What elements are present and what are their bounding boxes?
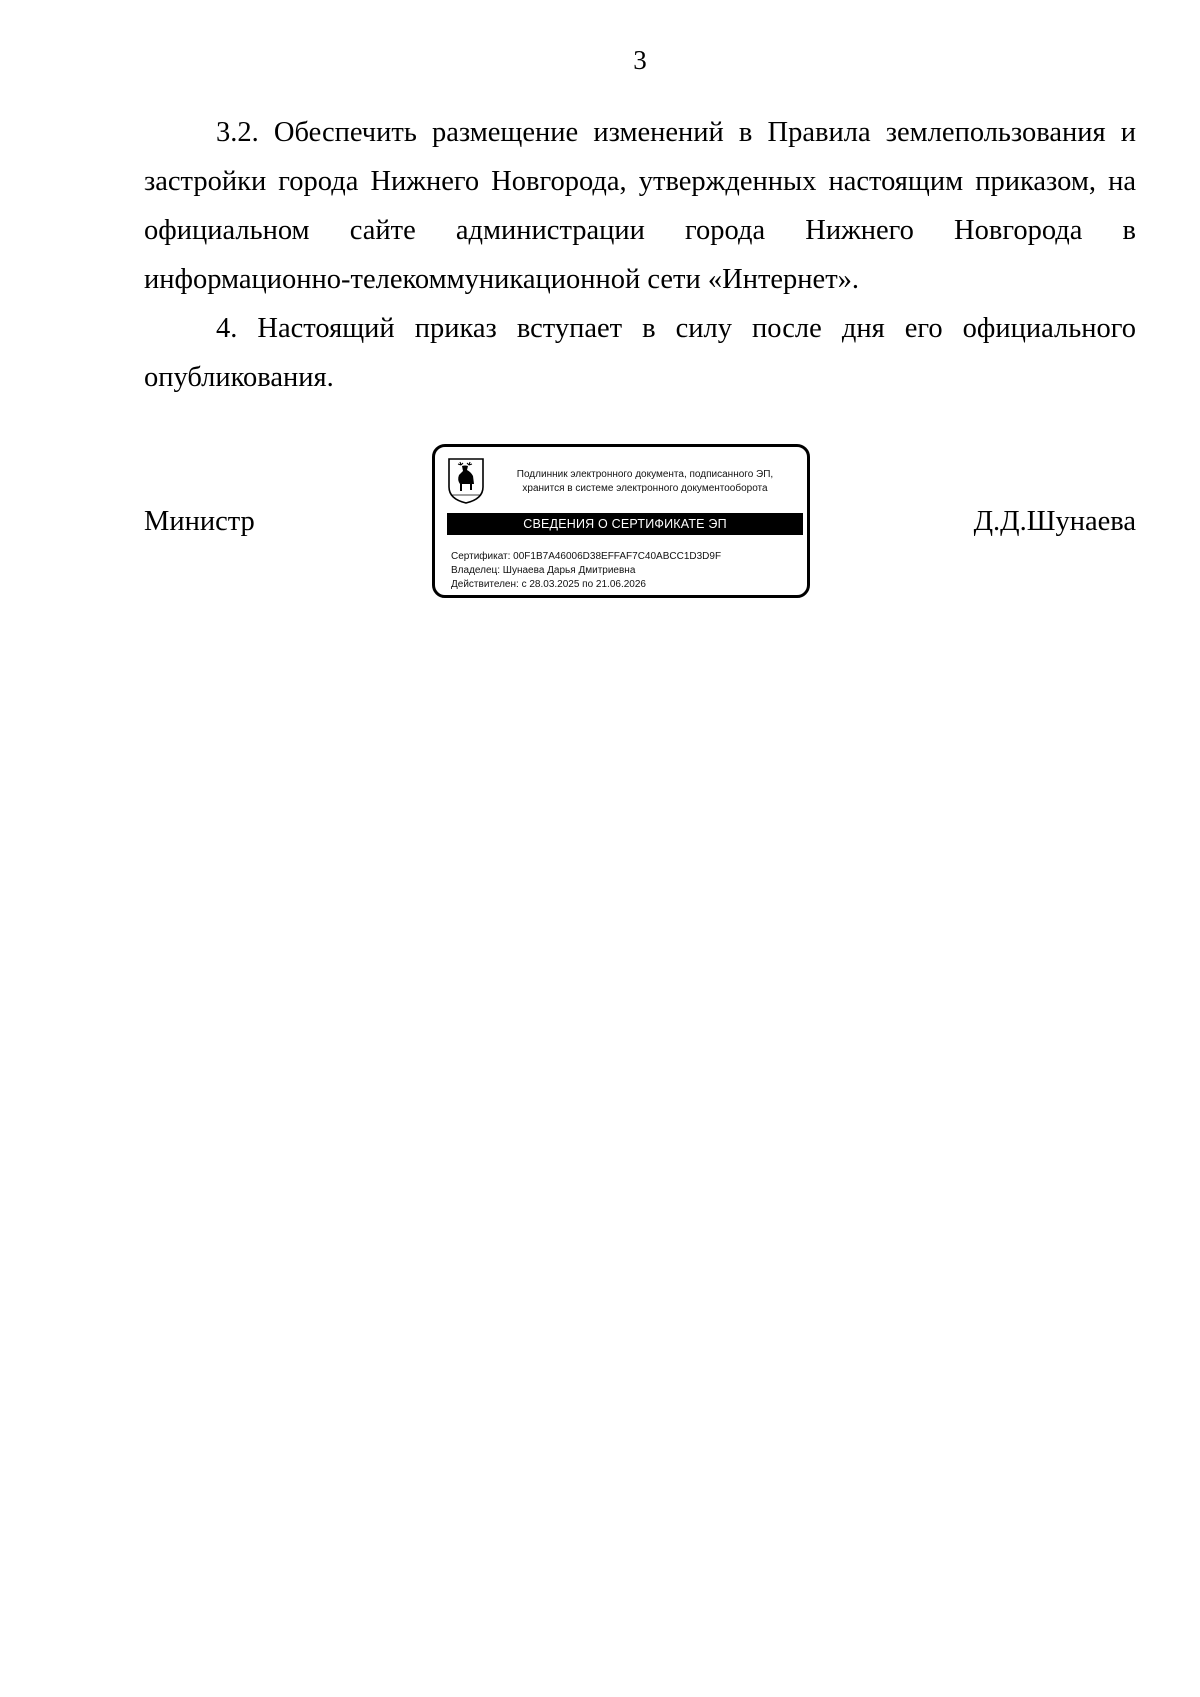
signer-name: Д.Д.Шунаева [973,506,1136,537]
certificate-owner: Владелец: Шунаева Дарья Дмитриевна [451,565,636,576]
page-number: 3 [633,45,647,75]
deer-emblem-icon [447,457,485,505]
certificate-number: Сертификат: 00F1B7A46006D38EFFAF7C40ABCC1D3D9F [451,551,722,562]
paragraph-3-2 [144,108,1136,304]
paragraph-line: 4. Настоящий приказ вступает в силу после дня его официального [216,313,1136,344]
paragraph-4 [144,304,1136,402]
paragraph-line: официальном сайте администрации города Нижнего Новгорода в [144,215,1136,246]
stamp-notice-line: Подлинник электронного документа, подписанного ЭП, [516,469,774,480]
stamp-notice [495,468,795,496]
signer-title: Министр [144,506,255,537]
document-body [144,108,1136,402]
paragraph-line: информационно-телекоммуникационной сети «Интернет». [144,264,860,295]
certificate-info-band: СВЕДЕНИЯ О СЕРТИФИКАТЕ ЭП [447,513,803,535]
certificate-validity: Действителен: с 28.03.2025 по 21.06.2026 [451,579,646,590]
paragraph-line: опубликования. [144,362,334,393]
electronic-signature-stamp [432,444,810,598]
stamp-notice-line: хранится в системе электронного документооборота [522,483,768,494]
paragraph-line: 3.2. Обеспечить размещение изменений в Правила землепользования и [216,117,1136,148]
certificate-details [451,550,721,592]
paragraph-line: застройки города Нижнего Новгорода, утвержденных настоящим приказом, на [144,166,1136,197]
